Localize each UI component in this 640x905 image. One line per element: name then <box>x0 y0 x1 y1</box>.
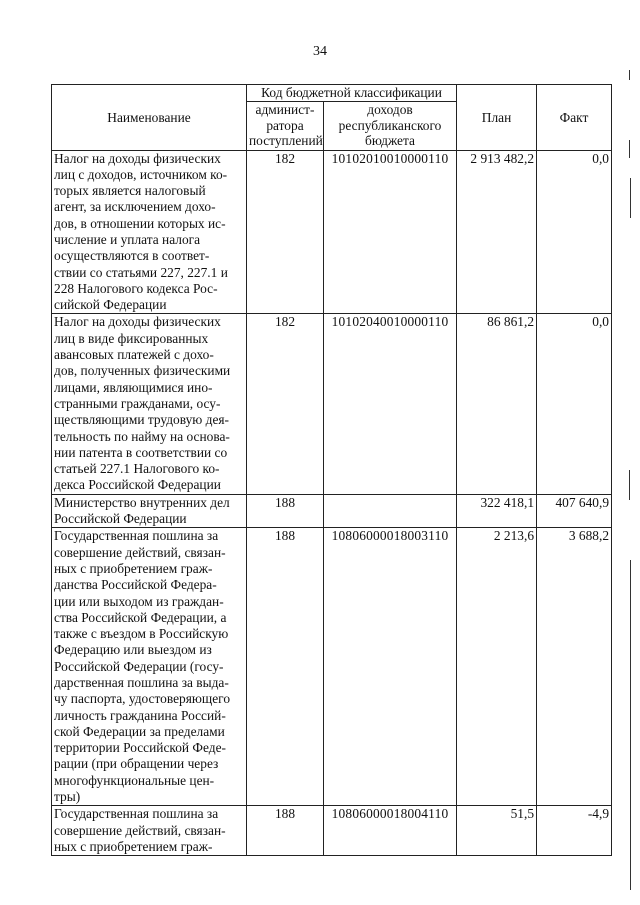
row-code: 10102010010000110 <box>324 150 457 314</box>
row-code <box>324 494 457 528</box>
row-name: Государственная пошлина за совершение действий, связан- ных с приобретением граж- <box>52 806 247 856</box>
table-row <box>52 314 612 494</box>
header-name: Наименование <box>52 85 247 151</box>
row-fact: 0,0 <box>537 314 612 494</box>
scan-edge-mark <box>629 470 630 500</box>
row-administrator: 188 <box>247 494 324 528</box>
row-plan: 2 213,6 <box>457 528 537 806</box>
row-administrator: 182 <box>247 314 324 494</box>
table-row <box>52 528 612 806</box>
header-fact: Факт <box>537 85 612 151</box>
row-plan: 51,5 <box>457 806 537 856</box>
header-plan: План <box>457 85 537 151</box>
row-name: Министерство внутренних дел Российской Федерации <box>52 494 247 528</box>
row-fact: 407 640,9 <box>537 494 612 528</box>
header-code-group: Код бюджетной классификации <box>247 85 457 102</box>
row-administrator: 182 <box>247 150 324 314</box>
row-plan: 86 861,2 <box>457 314 537 494</box>
table-row <box>52 806 612 856</box>
header-revenue-code: доходов республиканского бюджета <box>324 101 457 150</box>
scan-edge-mark <box>629 140 630 158</box>
row-plan: 2 913 482,2 <box>457 150 537 314</box>
scan-edge-mark <box>630 178 631 218</box>
row-fact: -4,9 <box>537 806 612 856</box>
budget-revenue-table <box>51 84 612 856</box>
row-name: Налог на доходы физических лиц в виде фиксированных авансовых платежей с дохо- дов, полученных физическими лицами, являющимися ино- странными гражданами, осу- ществляющими трудовую дея- тельность по найму на основа- нии патента в соответствии со статьей 227.1 Налогового ко- декса Российской Федерации <box>52 314 247 494</box>
header-administrator: админист- ратора поступлений <box>247 101 324 150</box>
row-administrator: 188 <box>247 806 324 856</box>
row-code: 10806000018004110 <box>324 806 457 856</box>
header-row-top <box>52 85 612 102</box>
table-row <box>52 494 612 528</box>
scan-edge-mark <box>629 70 630 80</box>
row-code: 10102040010000110 <box>324 314 457 494</box>
scan-edge-mark <box>630 560 631 890</box>
row-name: Государственная пошлина за совершение действий, связан- ных с приобретением граж- данства Российской Федера- ции или выходом из граждан- ства Российской Федерации, а также с въездом в Российскую Федерацию или выездом из Российской Федерации (госу- дарственная пошлина за выда- чу паспорта, удостоверяющего личность гражданина Россий- ской Федерации за пределами территории Российской Феде- рации (при обращении через многофункциональные цен- тры) <box>52 528 247 806</box>
row-code: 10806000018003110 <box>324 528 457 806</box>
row-fact: 0,0 <box>537 150 612 314</box>
table-row <box>52 150 612 314</box>
row-name: Налог на доходы физических лиц с доходов, источником ко- торых является налоговый агент, за исключением дохо- дов, в отношении которых ис- числение и уплата налога осуществляются в соответ- ствии со статьями 227, 227.1 и 228 Налогового кодекса Рос- сийской Федерации <box>52 150 247 314</box>
page-number: 34 <box>313 44 327 59</box>
row-plan: 322 418,1 <box>457 494 537 528</box>
row-fact: 3 688,2 <box>537 528 612 806</box>
row-administrator: 188 <box>247 528 324 806</box>
